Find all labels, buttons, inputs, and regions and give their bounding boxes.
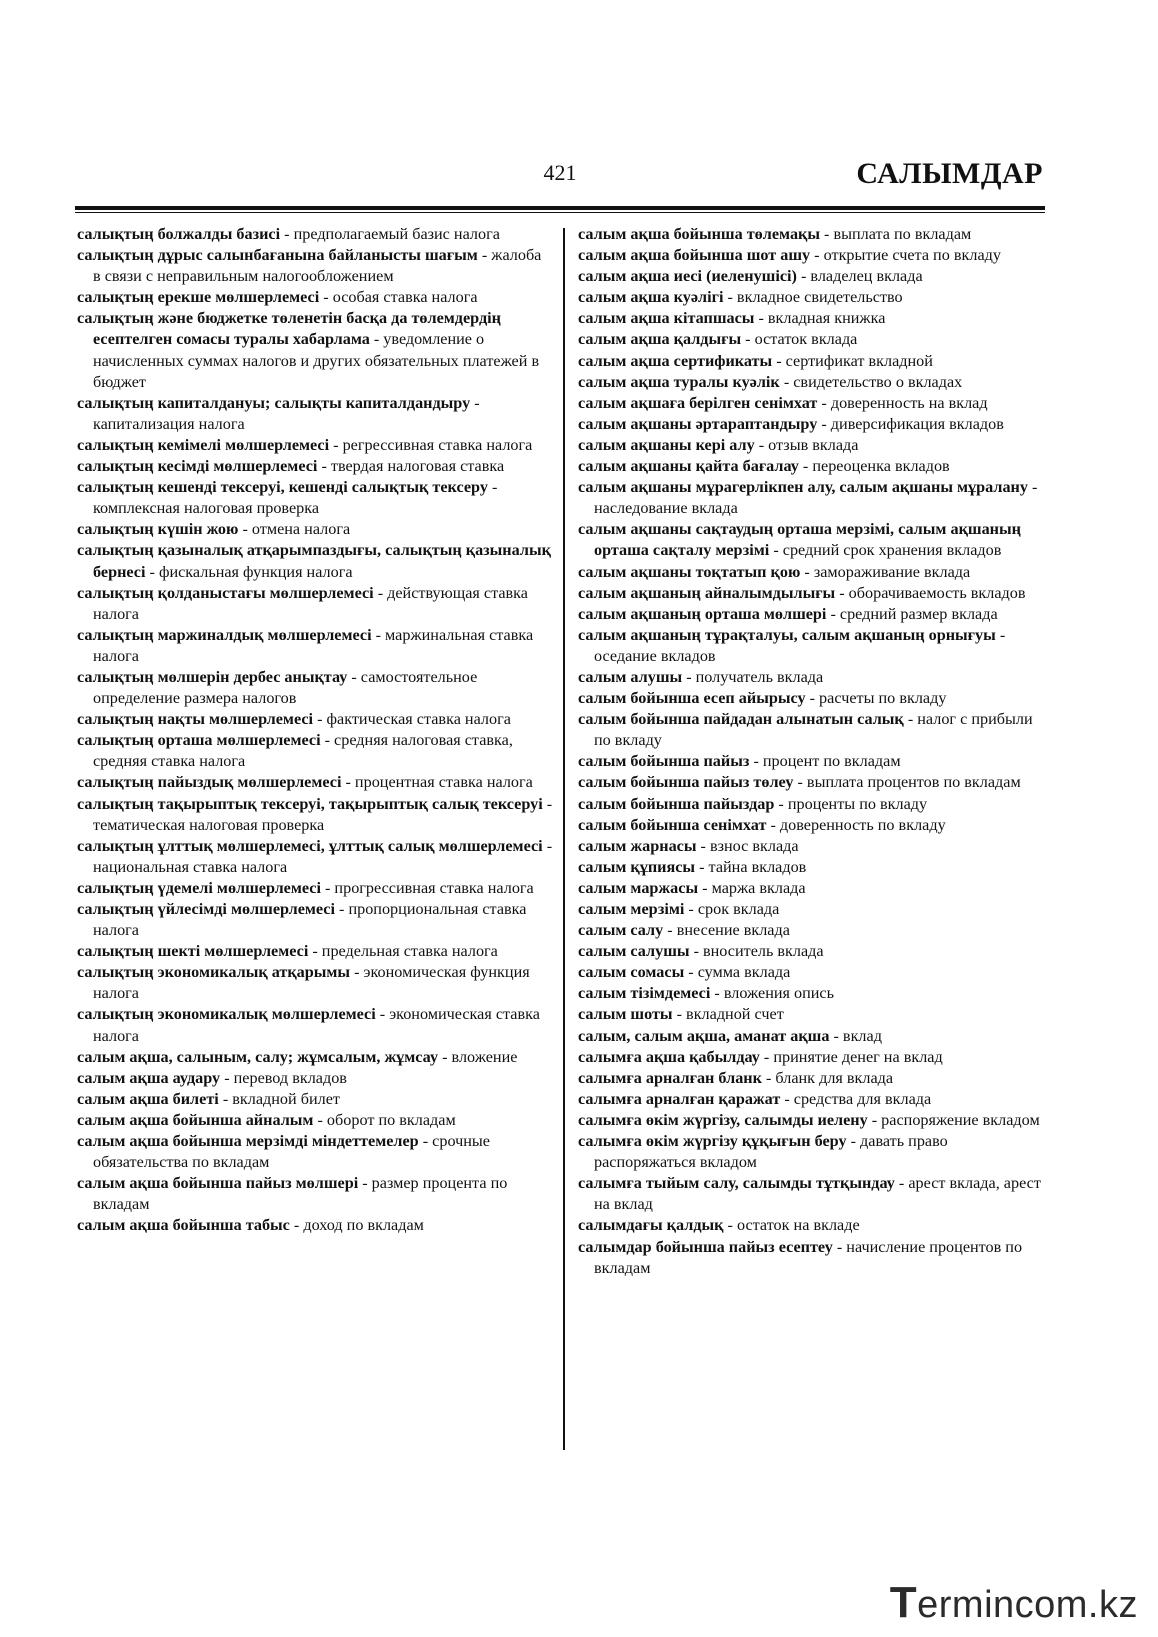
entry-definition: - распоряжение вкладом: [867, 1110, 1040, 1129]
dictionary-entry: [578, 1068, 1048, 1089]
dictionary-entry: [578, 1047, 1048, 1068]
entry-term: салым бойынша пайыз: [578, 752, 750, 771]
entry-term: салымға ақша қабылдау: [578, 1047, 760, 1066]
entry-term: салықтың пайыздық мөлшерлемесі: [77, 773, 342, 792]
dictionary-entry: [77, 1173, 553, 1215]
entry-definition: - фактическая ставка налога: [313, 710, 511, 729]
entry-definition: - процентная ставка налога: [341, 773, 533, 792]
dictionary-entry: [77, 583, 553, 625]
entry-definition: - вноситель вклада: [689, 942, 824, 961]
entry-term: салым ақшаны қайта бағалау: [578, 457, 799, 476]
watermark-rest: ermincom.kz: [917, 1584, 1138, 1626]
dictionary-entry: [77, 456, 553, 477]
entry-definition: - жалоба в связи с неправильным налогообложением: [93, 246, 542, 286]
entry-definition: - срочные обязательства по вкладам: [93, 1132, 490, 1172]
entry-definition: - остаток вклада: [741, 330, 858, 349]
entry-term: салым ақша бойынша пайыз мөлшері: [77, 1174, 359, 1193]
entry-term: салым ақшаға берілген сенімхат: [578, 393, 818, 412]
dictionary-entry: [578, 667, 1048, 688]
entry-definition: - маржа вклада: [698, 878, 806, 897]
dictionary-entry: [578, 1237, 1048, 1279]
entry-definition: - перевод вкладов: [220, 1068, 347, 1087]
entry-term: салықтың орташа мөлшерлемесі: [77, 731, 321, 750]
entry-term: салым тізімдемесі: [578, 984, 711, 1003]
dictionary-entry: [77, 878, 553, 899]
entry-definition: - средний срок хранения вкладов: [769, 541, 1002, 560]
entry-definition: - вклад: [829, 1026, 882, 1045]
dictionary-entry: [77, 709, 553, 730]
entry-definition: - средства для вклада: [780, 1089, 932, 1108]
dictionary-entry: [77, 794, 553, 836]
entry-term: салым бойынша есеп айырысу: [578, 689, 806, 708]
dictionary-entry: [578, 688, 1048, 709]
dictionary-entry: [578, 1110, 1048, 1131]
dictionary-entry: [578, 1215, 1048, 1236]
entry-term: салықтың қолданыстағы мөлшерлемесі: [77, 583, 374, 602]
dictionary-entry: [77, 1068, 553, 1089]
entry-term: салым бойынша пайыздар: [578, 794, 775, 813]
entry-term: салымдағы қалдық: [578, 1216, 724, 1235]
right-column: [578, 224, 1048, 1279]
dictionary-entry: [578, 751, 1048, 772]
header-rule-thick: [75, 206, 1045, 210]
dictionary-entry: [578, 477, 1048, 519]
entry-definition: - тайна вкладов: [695, 857, 807, 876]
entry-definition: - средний размер вклада: [826, 604, 998, 623]
entry-definition: - вкладной билет: [218, 1089, 340, 1108]
entry-definition: - открытие счета по вкладу: [810, 246, 1001, 265]
header-rule-thin: [75, 212, 1045, 213]
entry-term: салықтың ұлттық мөлшерлемесі, ұлттық салық мөлшерлемесі: [77, 836, 543, 855]
dictionary-entry: [578, 920, 1048, 941]
dictionary-entry: [578, 815, 1048, 836]
dictionary-entry: [578, 224, 1048, 245]
dictionary-entry: [77, 730, 553, 772]
dictionary-entry: [578, 983, 1048, 1004]
dictionary-entry: [77, 836, 553, 878]
entry-term: салымға тыйым салу, салымды тұтқындау: [578, 1174, 895, 1193]
entry-definition: - сертификат вкладной: [772, 351, 933, 370]
entry-definition: - комплексная налоговая проверка: [93, 478, 498, 518]
dictionary-entry: [578, 899, 1048, 920]
entry-term: салым ақша бойынша шот ашу: [578, 246, 811, 265]
dictionary-entry: [77, 224, 553, 245]
entry-term: салым ақша иесі (иеленушісі): [578, 267, 797, 286]
dictionary-entry: [578, 562, 1048, 583]
entry-definition: - наследование вклада: [594, 478, 1038, 518]
entry-definition: - особая ставка налога: [319, 288, 478, 307]
entry-definition: - остаток на вкладе: [723, 1216, 860, 1235]
dictionary-entry: [578, 245, 1048, 266]
dictionary-entry: [77, 1110, 553, 1131]
entry-term: салым бойынша сенімхат: [578, 815, 767, 834]
entry-term: салықтың үйлесімді мөлшерлемесі: [77, 900, 335, 918]
watermark-logo: [890, 1578, 1138, 1628]
entry-definition: - размер процента по вкладам: [93, 1174, 508, 1214]
entry-definition: - твердая налоговая ставка: [317, 457, 505, 476]
entry-term: салым ақша, салыным, салу; жұмсалым, жұмсау: [77, 1047, 439, 1066]
entry-definition: - взнос вклада: [696, 836, 799, 855]
entry-definition: - свидетельство о вкладах: [779, 372, 963, 391]
entry-definition: - доверенность по вкладу: [766, 815, 946, 834]
entry-definition: - национальная ставка налога: [93, 836, 553, 876]
dictionary-entry: [578, 308, 1048, 329]
dictionary-entry: [77, 899, 553, 941]
entry-term: салым шоты: [578, 1005, 673, 1024]
entry-definition: - предельная ставка налога: [308, 942, 498, 961]
dictionary-entry: [77, 772, 553, 793]
entry-term: салықтың капиталдануы; салықты капиталдандыру: [77, 393, 471, 412]
entry-term: салым, салым ақша, аманат ақша: [578, 1026, 830, 1045]
entry-term: салым мерзімі: [578, 900, 685, 918]
section-title: САЛЫМДАР: [856, 157, 1043, 190]
dictionary-entry: [77, 308, 553, 392]
entry-term: салым ақшаның орташа мөлшері: [578, 604, 827, 623]
dictionary-entry: [578, 1026, 1048, 1047]
entry-definition: - получатель вклада: [682, 667, 824, 686]
entry-definition: - оседание вкладов: [594, 625, 1006, 665]
entry-term: салықтың дұрыс салынбағанына байланысты шағым: [77, 246, 478, 265]
entry-term: салым бойынша пайдадан алынатын салық: [578, 710, 904, 729]
dictionary-entry: [77, 1215, 553, 1236]
dictionary-entry: [77, 941, 553, 962]
dictionary-entry: [578, 583, 1048, 604]
entry-definition: - тематическая налоговая проверка: [93, 794, 553, 834]
entry-term: салым ақша бойынша мерзімді міндеттемелер: [77, 1132, 419, 1151]
entry-definition: - замораживание вклада: [800, 562, 971, 581]
dictionary-entry: [578, 351, 1048, 372]
dictionary-entry: [77, 393, 553, 435]
dictionary-entry: [77, 625, 553, 667]
entry-term: салым ақша аудару: [77, 1068, 221, 1087]
entry-term: салықтың және бюджетке төленетін басқа да төлемдердің есептелген сомасы туралы хабарлама: [77, 309, 501, 349]
entry-term: салым ақшаның тұрақталуы, салым ақшаның орнығуы: [578, 625, 996, 644]
entry-term: салықтың кесімді мөлшерлемесі: [77, 457, 318, 476]
dictionary-entry: [578, 709, 1048, 751]
entry-term: салым сомасы: [578, 963, 685, 982]
entry-term: салым ақшаны кері алу: [578, 435, 755, 454]
watermark-first-letter: T: [889, 1578, 918, 1627]
dictionary-entry: [578, 287, 1048, 308]
entry-term: салықтың үдемелі мөлшерлемесі: [77, 878, 321, 897]
entry-definition: - предполагаемый базис налога: [280, 225, 500, 243]
entry-definition: - срок вклада: [684, 900, 780, 918]
dictionary-entry: [77, 519, 553, 540]
dictionary-entry: [578, 329, 1048, 350]
entry-term: салым құпиясы: [578, 857, 696, 876]
entry-definition: - самостоятельное определение размера налогов: [93, 667, 478, 708]
entry-definition: - проценты по вкладу: [774, 794, 928, 813]
entry-definition: - вложение: [438, 1047, 518, 1066]
entry-definition: - расчеты по вкладу: [805, 689, 947, 708]
entry-term: салым ақшаны сақтаудың орташа мерзімі, салым ақшаның орташа сақталу мерзімі: [578, 520, 1021, 560]
entry-definition: - капитализация налога: [93, 393, 480, 433]
entry-definition: - сумма вклада: [684, 963, 791, 982]
entry-term: салықтың шекті мөлшерлемесі: [77, 942, 309, 961]
entry-term: салым ақша туралы куәлік: [578, 372, 780, 391]
entry-definition: - маржинальная ставка налога: [93, 625, 534, 665]
entry-definition: - оборачиваемость вкладов: [835, 583, 1026, 602]
dictionary-entry: [77, 962, 553, 1004]
entry-definition: - вложения опись: [710, 984, 835, 1003]
entry-definition: - арест вклада, арест на вклад: [594, 1174, 1041, 1214]
entry-term: салықтың қазыналық атқарымпаздығы, салықтың қазыналық бернесі: [77, 541, 551, 581]
entry-term: салымға арналған қаражат: [578, 1089, 781, 1108]
entry-term: салықтың экономикалық мөлшерлемесі: [77, 1005, 376, 1024]
dictionary-entry: [578, 772, 1048, 793]
entry-term: салым жарнасы: [578, 836, 697, 855]
entry-term: салымға өкім жүргізу, салымды иелену: [578, 1110, 868, 1129]
dictionary-entry: [77, 287, 553, 308]
entry-term: салықтың мөлшерін дербес анықтау: [77, 667, 348, 686]
entry-definition: - экономическая функция налога: [93, 963, 530, 1003]
entry-definition: - отмена налога: [238, 520, 351, 539]
column-divider: [563, 228, 565, 1450]
entry-definition: - начисление процентов по вкладам: [594, 1237, 1023, 1277]
entry-definition: - переоценка вкладов: [798, 457, 950, 476]
dictionary-entry: [77, 667, 553, 709]
dictionary-entry: [578, 266, 1048, 287]
entry-definition: - средняя налоговая ставка, средняя ставка налога: [93, 731, 513, 771]
dictionary-entry: [578, 456, 1048, 477]
entry-term: салым ақша бойынша табыс: [77, 1216, 290, 1235]
entry-definition: - вкладное свидетельство: [723, 288, 903, 307]
entry-term: салым ақшаны әртараптандыру: [578, 414, 818, 433]
entry-definition: - фискальная функция налога: [145, 562, 353, 581]
entry-definition: - действующая ставка налога: [93, 583, 528, 623]
left-column: [77, 224, 553, 1237]
entry-definition: - прогрессивная ставка налога: [320, 878, 534, 897]
dictionary-entry: [578, 878, 1048, 899]
entry-term: салымдар бойынша пайыз есептеу: [578, 1237, 833, 1256]
entry-term: салым бойынша пайыз төлеу: [578, 773, 794, 792]
entry-definition: - вкладная книжка: [754, 309, 886, 328]
entry-definition: - регрессивная ставка налога: [329, 435, 533, 454]
dictionary-entry: [578, 1173, 1048, 1215]
entry-term: салымға арналған бланк: [578, 1068, 762, 1087]
dictionary-entry: [578, 435, 1048, 456]
entry-term: салым ақша бойынша төлемақы: [578, 225, 820, 243]
entry-definition: - диверсификация вкладов: [817, 414, 1004, 433]
dictionary-entry: [77, 1089, 553, 1110]
dictionary-entry: [578, 794, 1048, 815]
entry-definition: - выплата процентов по вкладам: [793, 773, 1021, 792]
entry-definition: - бланк для вклада: [761, 1068, 894, 1087]
entry-definition: - процент по вкладам: [749, 752, 901, 771]
entry-term: салым ақша бойынша айналым: [77, 1110, 314, 1129]
entry-term: салықтың тақырыптық тексеруі, тақырыптық салық тексеруі: [77, 794, 543, 813]
dictionary-entry: [578, 962, 1048, 983]
dictionary-entry: [578, 1004, 1048, 1025]
entry-term: салым ақшаны мұрагерлікпен алу, салым ақшаны мұралану: [578, 478, 1028, 497]
entry-term: салықтың кемімелі мөлшерлемесі: [77, 435, 330, 454]
dictionary-entry: [578, 372, 1048, 393]
dictionary-entry: [77, 245, 553, 287]
entry-definition: - пропорциональная ставка налога: [93, 900, 527, 940]
entry-definition: - налог с прибыли по вкладу: [594, 710, 1033, 750]
entry-term: салықтың болжалды базисі: [77, 225, 281, 243]
entry-definition: - внесение вклада: [663, 921, 790, 940]
dictionary-entry: [578, 1089, 1048, 1110]
entry-term: салым ақшаның айналымдылығы: [578, 583, 836, 602]
entry-definition: - выплата по вкладам: [820, 225, 972, 243]
entry-term: салым ақшаны тоқтатып қою: [578, 562, 801, 581]
entry-definition: - экономическая ставка налога: [93, 1005, 540, 1045]
entry-term: салым маржасы: [578, 878, 699, 897]
entry-term: салықтың ерекше мөлшерлемесі: [77, 288, 320, 307]
entry-term: салықтың кешенді тексеруі, кешенді салықтық тексеру: [77, 478, 488, 497]
entry-term: салым ақша қалдығы: [578, 330, 742, 349]
entry-term: салым ақша кітапшасы: [578, 309, 755, 328]
dictionary-entry: [578, 414, 1048, 435]
dictionary-entry: [77, 1004, 553, 1046]
dictionary-entry: [77, 477, 553, 519]
entry-term: салым ақша куәлігі: [578, 288, 724, 307]
entry-definition: - вкладной счет: [672, 1005, 784, 1024]
dictionary-entry: [77, 435, 553, 456]
dictionary-entry: [578, 519, 1048, 561]
dictionary-entry: [578, 941, 1048, 962]
entry-term: салым ақша билеті: [77, 1089, 219, 1108]
dictionary-entry: [578, 857, 1048, 878]
entry-term: салықтың күшін жою: [77, 520, 239, 539]
entry-term: салықтың экономикалық атқарымы: [77, 963, 351, 982]
dictionary-entry: [77, 1131, 553, 1173]
entry-term: салым алушы: [578, 667, 683, 686]
dictionary-entry: [578, 836, 1048, 857]
entry-definition: - владелец вклада: [796, 267, 923, 286]
entry-definition: - принятие денег на вклад: [759, 1047, 943, 1066]
dictionary-entry: [578, 1131, 1048, 1173]
entry-term: салықтың маржиналдық мөлшерлемесі: [77, 625, 372, 644]
entry-term: салым салушы: [578, 942, 690, 961]
dictionary-entry: [578, 393, 1048, 414]
entry-definition: - уведомление о начисленных суммах налогов и других обязательных платежей в бюджет: [93, 330, 540, 391]
entry-term: салым салу: [578, 921, 664, 940]
page-number: 421: [543, 160, 577, 185]
entry-definition: - оборот по вкладам: [313, 1110, 456, 1129]
entry-term: салықтың нақты мөлшерлемесі: [77, 710, 314, 729]
entry-definition: - отзыв вклада: [754, 435, 859, 454]
dictionary-entry: [77, 1047, 553, 1068]
dictionary-entry: [578, 604, 1048, 625]
entry-definition: - давать право распоряжаться вкладом: [594, 1132, 948, 1172]
entry-definition: - доход по вкладам: [289, 1216, 424, 1235]
entry-term: салым ақша сертификаты: [578, 351, 773, 370]
dictionary-entry: [578, 625, 1048, 667]
dictionary-entry: [77, 540, 553, 582]
entry-definition: - доверенность на вклад: [817, 393, 988, 412]
entry-term: салымға өкім жүргізу құқығын беру: [578, 1132, 847, 1151]
